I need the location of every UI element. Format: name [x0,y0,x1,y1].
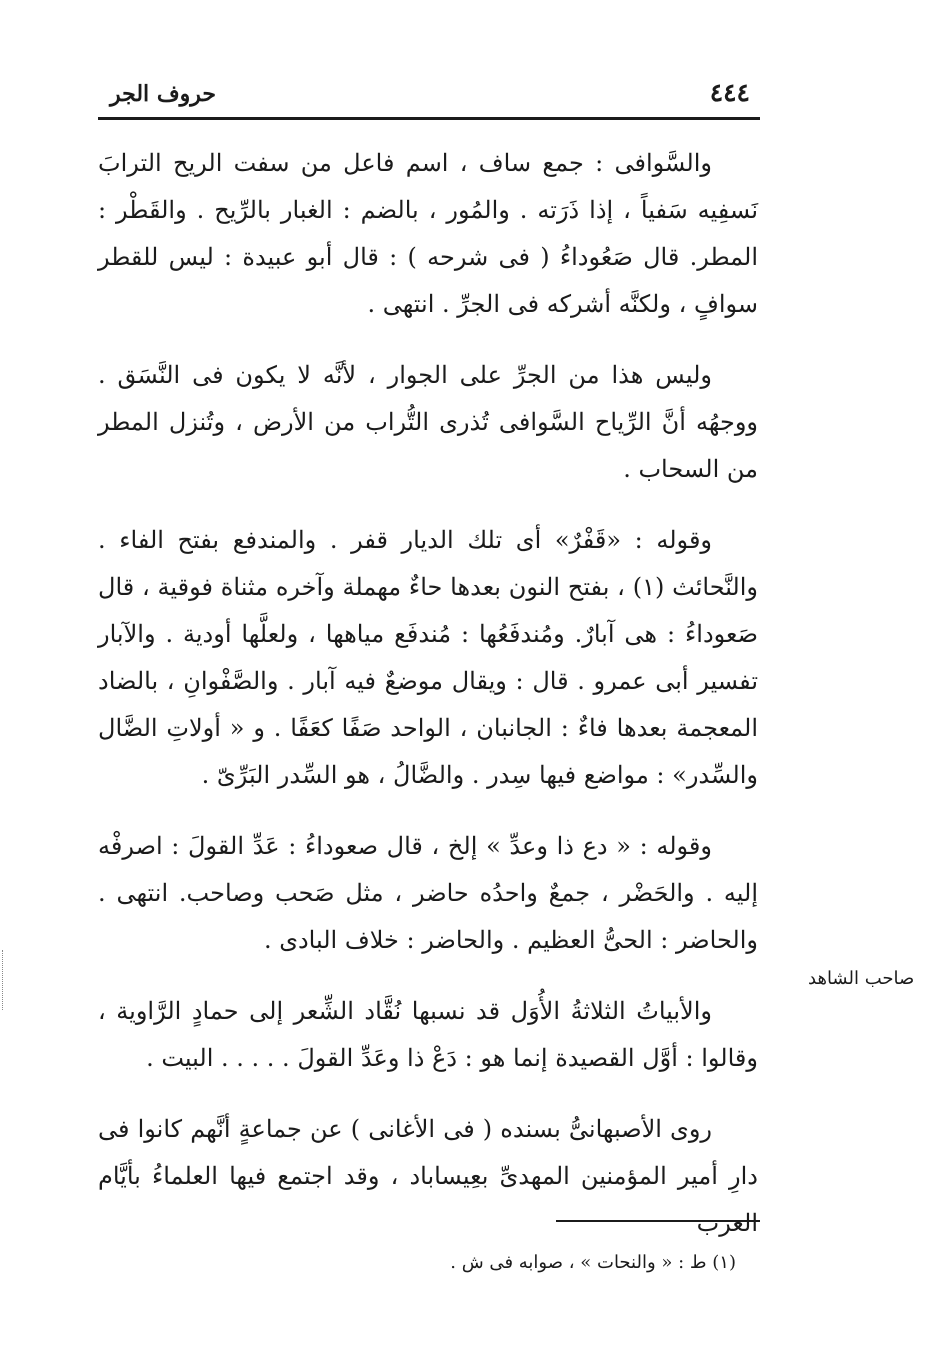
margin-side-note: صاحب الشاهد [808,968,915,989]
paragraph-4: وقوله : « دع ذا وعدِّ » إلخ ، قال صعوداءُ : عَدِّ القولَ : اصرفْه إليه . والحَضْر ، جمعٌ واحدُه حاضر ، مثل صَحب وصاحب. انتهى . والحاضر : الحىُّ العظيم . والحاضر : خلاف البادى . [98,832,758,954]
page-number: ٤٤٤ [709,78,750,107]
paragraph-6: روى الأصبهانىُّ بسنده ( فى الأغانى ) عن جماعةٍ أنَّهم كانوا فى دارِ أمير المؤمنين المهدىِّ بعِيساباد ، وقد اجتمع فيها العلماءُ بأيَّام العرب [98,1115,758,1237]
page-body [98,140,758,1271]
paragraph-2: وليس هذا من الجرِّ على الجوار ، لأنَّه لا يكون فى النَّسَق . ووجهُه أنَّ الرِّياح السَّوافى تُذرى التُّراب من الأرض ، وتُنزل المطر من السحاب . [98,361,758,483]
footnote: (١) ط : « والنحات » ، صوابه فى ش . [450,1252,736,1273]
paragraph-3: وقوله : «قَفْرٌ» أى تلك الديار قفر . والمندفع بفتح الفاء . والنَّحائث (١) ، بفتح النون بعدها حاءٌ مهملة وآخره مثناة فوقية ، قال صَعوداءُ : هى آبارٌ. ومُندفَعُها : مُندفَع مياهها ، ولعلَّها أودية . والآبار تفسير أبى عمرو . قال : ويقال موضعٌ فيه آبار . والصَّفْوانِ ، بالضاد المعجمة بعدها فاءٌ : الجانبان ، الواحد صَفًا كعَفًا . و « أولاتِ الضَّال والسِّدر» : مواضع فيها سِدر . والضَّالُ ، هو السِّدر البَرِّىّ . [98,526,759,789]
paragraph-1: والسَّوافى : جمع ساف ، اسم فاعل من سفت الريح الترابَ نَسفِيه سَفياً ، إذا ذَرَته . والمُور ، بالضم : الغبار بالرِّيح . والقَطْر : المطر. قال صَعُوداءُ ( فى شرحه ) : قال أبو عبيدة : ليس للقطر سوافٍ ، ولكنَّه أشركه فى الجرِّ . انتهى . [98,149,758,318]
scan-margin-mark [2,950,5,1010]
running-title: حروف الجر [110,81,216,107]
page-header [98,78,754,118]
header-rule [98,117,760,120]
footnote-rule [556,1220,760,1222]
paragraph-5: والأبياتُ الثلاثةُ الأُوَل قد نسبها نُقَّاد الشِّعر إلى حمادٍ الرَّاوية ، وقالوا : أوَّل القصيدة إنما هو : دَعْ ذا وعَدِّ القولَ . . . . . البيت . [98,997,758,1072]
